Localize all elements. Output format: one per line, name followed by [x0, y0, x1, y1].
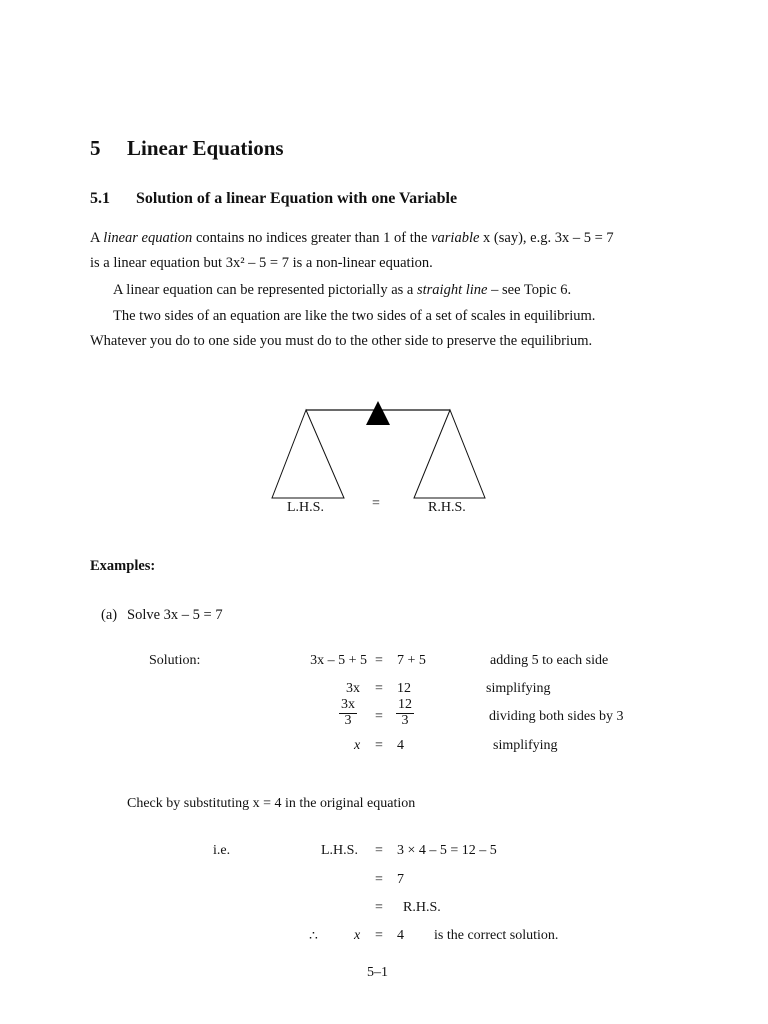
- solution-row-3-op: =: [375, 709, 383, 724]
- scales-rhs-label: R.H.S.: [428, 500, 466, 515]
- solution-row-3-lhs-fraction: [339, 698, 357, 728]
- solution-row-4-rhs: 4: [397, 738, 404, 753]
- rhs-numerator: 12: [398, 697, 412, 712]
- solution-row-2-op: =: [375, 681, 383, 696]
- final-rhs: 4: [397, 928, 404, 943]
- solution-row-1-rhs: 7 + 5: [397, 653, 426, 668]
- solution-row-4-op: =: [375, 738, 383, 753]
- scales-equals: =: [372, 496, 380, 511]
- therefore-symbol: ∴: [309, 929, 318, 944]
- section-number: 5: [90, 136, 101, 160]
- section-title: Linear Equations: [127, 136, 284, 160]
- p2-text-b: – see Topic 6.: [487, 282, 572, 298]
- paragraph-3-line-2: Whatever you do to one side you must do to the other side to preserve the equilibrium.: [90, 333, 593, 349]
- right-pan: [414, 410, 485, 498]
- paragraph-1-line-1: [90, 230, 614, 247]
- p1-text-b: contains no indices greater than 1 of the: [192, 230, 432, 246]
- p2-term-straight-line: straight line: [416, 282, 488, 298]
- check-row-1-rhs: 3 × 4 – 5 = 12 – 5: [397, 843, 497, 858]
- subsection-title: Solution of a linear Equation with one Variable: [136, 190, 458, 207]
- check-row-2-rhs: 7: [397, 872, 404, 887]
- check-row-2-op: =: [375, 872, 383, 887]
- paragraph-2: [113, 282, 571, 299]
- rhs-denominator: 3: [401, 712, 409, 728]
- subsection-number: 5.1: [90, 190, 110, 207]
- check-row-3-rhs: R.H.S.: [403, 900, 441, 915]
- lhs-numerator: 3x: [341, 697, 355, 712]
- scales-fulcrum: [366, 401, 390, 425]
- final-op: =: [375, 928, 383, 943]
- check-row-3-op: =: [375, 900, 383, 915]
- solution-row-1-op: =: [375, 653, 383, 668]
- examples-heading: Examples:: [90, 558, 156, 574]
- p2-text-a: A linear equation can be represented pictorially as a: [113, 282, 417, 298]
- solution-row-2-lhs: 3x: [346, 681, 360, 696]
- solution-row-2-note: simplifying: [486, 681, 551, 696]
- lhs-denominator: 3: [344, 712, 352, 728]
- solution-row-4-lhs: x: [354, 738, 361, 753]
- p1-term-linear-equation: linear equation: [103, 230, 193, 246]
- check-lhs: L.H.S.: [321, 843, 358, 858]
- p1-text-c: x (say), e.g. 3x – 5 = 7: [479, 230, 614, 246]
- paragraph-1-line-2: is a linear equation but 3x² – 5 = 7 is a non-linear equation.: [90, 255, 433, 271]
- solution-row-4-note: simplifying: [493, 738, 558, 753]
- solution-row-2-rhs: 12: [397, 681, 411, 696]
- example-a-prompt: Solve 3x – 5 = 7: [127, 607, 223, 623]
- example-a-label: (a): [101, 607, 118, 623]
- p1-term-variable: variable: [431, 230, 480, 246]
- solution-row-3-rhs-fraction: [396, 698, 414, 728]
- solution-row-3-note: dividing both sides by 3: [489, 709, 624, 724]
- solution-row-1-note: adding 5 to each side: [490, 653, 609, 668]
- final-note: is the correct solution.: [434, 928, 559, 943]
- left-pan: [272, 410, 344, 498]
- solution-row-1-lhs: 3x – 5 + 5: [310, 653, 367, 668]
- check-text: Check by substituting x = 4 in the original equation: [127, 796, 416, 811]
- final-lhs: x: [354, 928, 361, 943]
- solution-label: Solution:: [149, 653, 201, 668]
- scales-diagram: [260, 400, 500, 505]
- check-row-1-op: =: [375, 843, 383, 858]
- paragraph-3-line-1: The two sides of an equation are like the two sides of a set of scales in equilibrium.: [113, 308, 596, 324]
- p1-text-a: A: [90, 230, 104, 246]
- scales-lhs-label: L.H.S.: [287, 500, 324, 515]
- page-number: 5–1: [367, 965, 388, 980]
- check-ie: i.e.: [213, 843, 231, 858]
